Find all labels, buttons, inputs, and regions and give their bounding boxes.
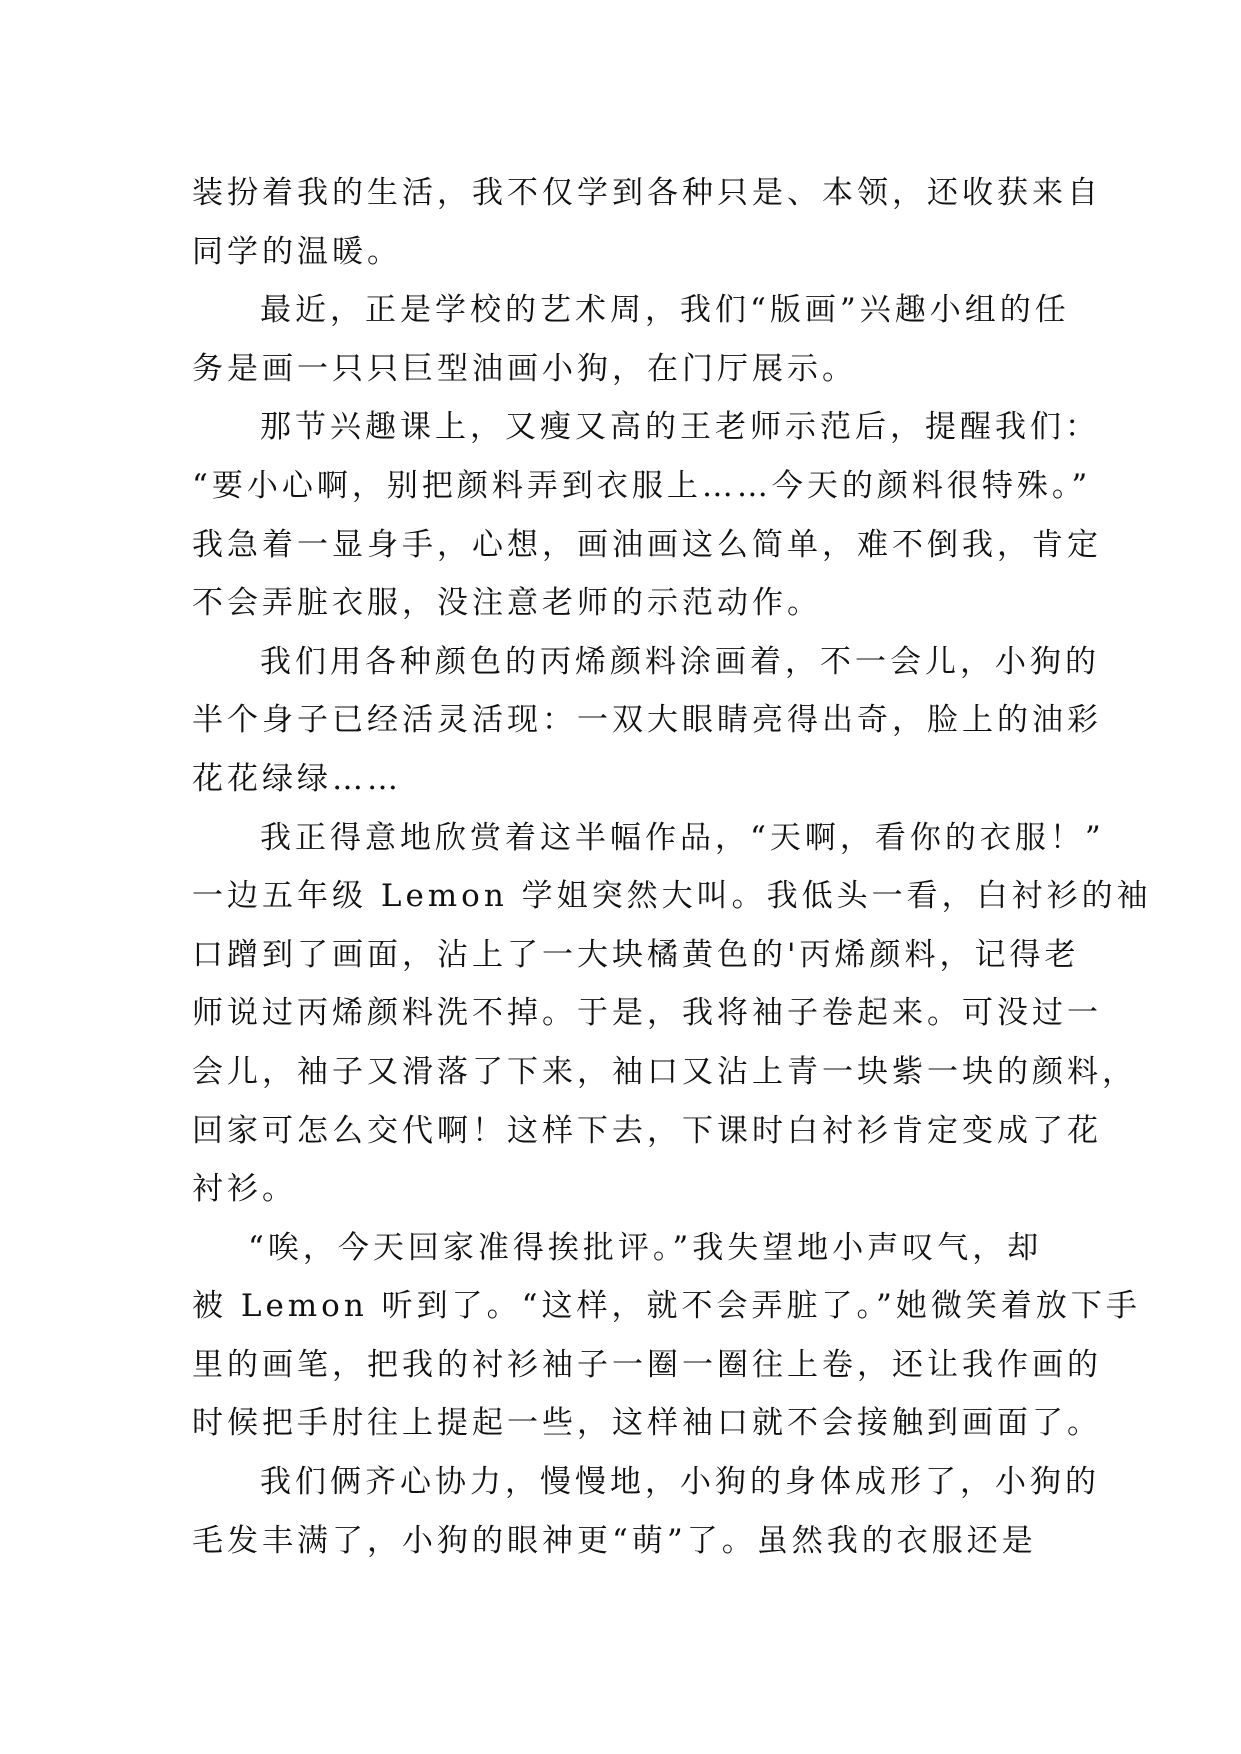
paragraph-start-line: 那节兴趣课上，又瘦又高的王老师示范后，提醒我们： — [260, 409, 1100, 446]
essay-body — [192, 164, 1152, 1570]
paragraph-start-line: 我们用各种颜色的丙烯颜料涂画着，不一会儿，小狗的 — [260, 643, 1100, 680]
text-line: 装扮着我的生活，我不仅学到各种只是、本领，还收获来自 — [192, 175, 1102, 211]
text-line: 同学的温暖。 — [192, 233, 402, 270]
text-line: 我急着一显身手，心想，画油画这么简单，难不倒我，肯定 — [192, 526, 1102, 563]
text-line: 时候把手肘往上提起一些，这样袖口就不会接触到画面了。 — [192, 1405, 1102, 1442]
text-line: 里的画笔，把我的衬衫袖子一圈一圈往上卷，还让我作画的 — [192, 1346, 1102, 1383]
text-line: 不会弄脏衣服，没注意老师的示范动作。 — [192, 585, 822, 622]
text-line: 回家可怎么交代啊！这样下去，下课时白衬衫肯定变成了花 — [192, 1112, 1102, 1149]
text-line: 毛发丰满了，小狗的眼神更“萌”了。虽然我的衣服还是 — [192, 1522, 1037, 1559]
text-line: 花花绿绿…… — [192, 760, 402, 797]
text-line: 衬衫。 — [192, 1171, 297, 1208]
text-line: 师说过丙烯颜料洗不掉。于是，我将袖子卷起来。可没过一 — [192, 995, 1102, 1032]
text-line: 被 Lemon 听到了。“这样，就不会弄脏了。”她微笑着放下手 — [192, 1288, 1141, 1325]
text-line: “要小心啊，别把颜料弄到衣服上……今天的颜料很特殊。” — [192, 467, 1092, 504]
paragraph-start-line: 最近，正是学校的艺术周，我们“版画”兴趣小组的任 — [260, 292, 1070, 329]
text-line: 口蹭到了画面，沾上了一大块橘黄色的'丙烯颜料，记得老 — [192, 936, 1080, 973]
text-line: 务是画一只只巨型油画小狗，在门厅展示。 — [192, 350, 857, 387]
text-line: 一边五年级 Lemon 学姐突然大叫。我低头一看，白衬衫的袖 — [192, 878, 1152, 915]
text-line: 会儿，袖子又滑落了下来，袖口又沾上青一块紫一块的颜料， — [192, 1053, 1137, 1090]
text-line: 半个身子已经活灵活现：一双大眼睛亮得出奇，脸上的油彩 — [192, 702, 1102, 739]
paragraph-start-line: 我们俩齐心协力，慢慢地，小狗的身体成形了，小狗的 — [260, 1464, 1100, 1501]
paragraph-start-line: 我正得意地欣赏着这半幅作品，“天啊，看你的衣服！” — [260, 819, 1105, 856]
paragraph-start-line: “唉，今天回家准得挨批评。”我失望地小声叹气，却 — [248, 1229, 1043, 1266]
